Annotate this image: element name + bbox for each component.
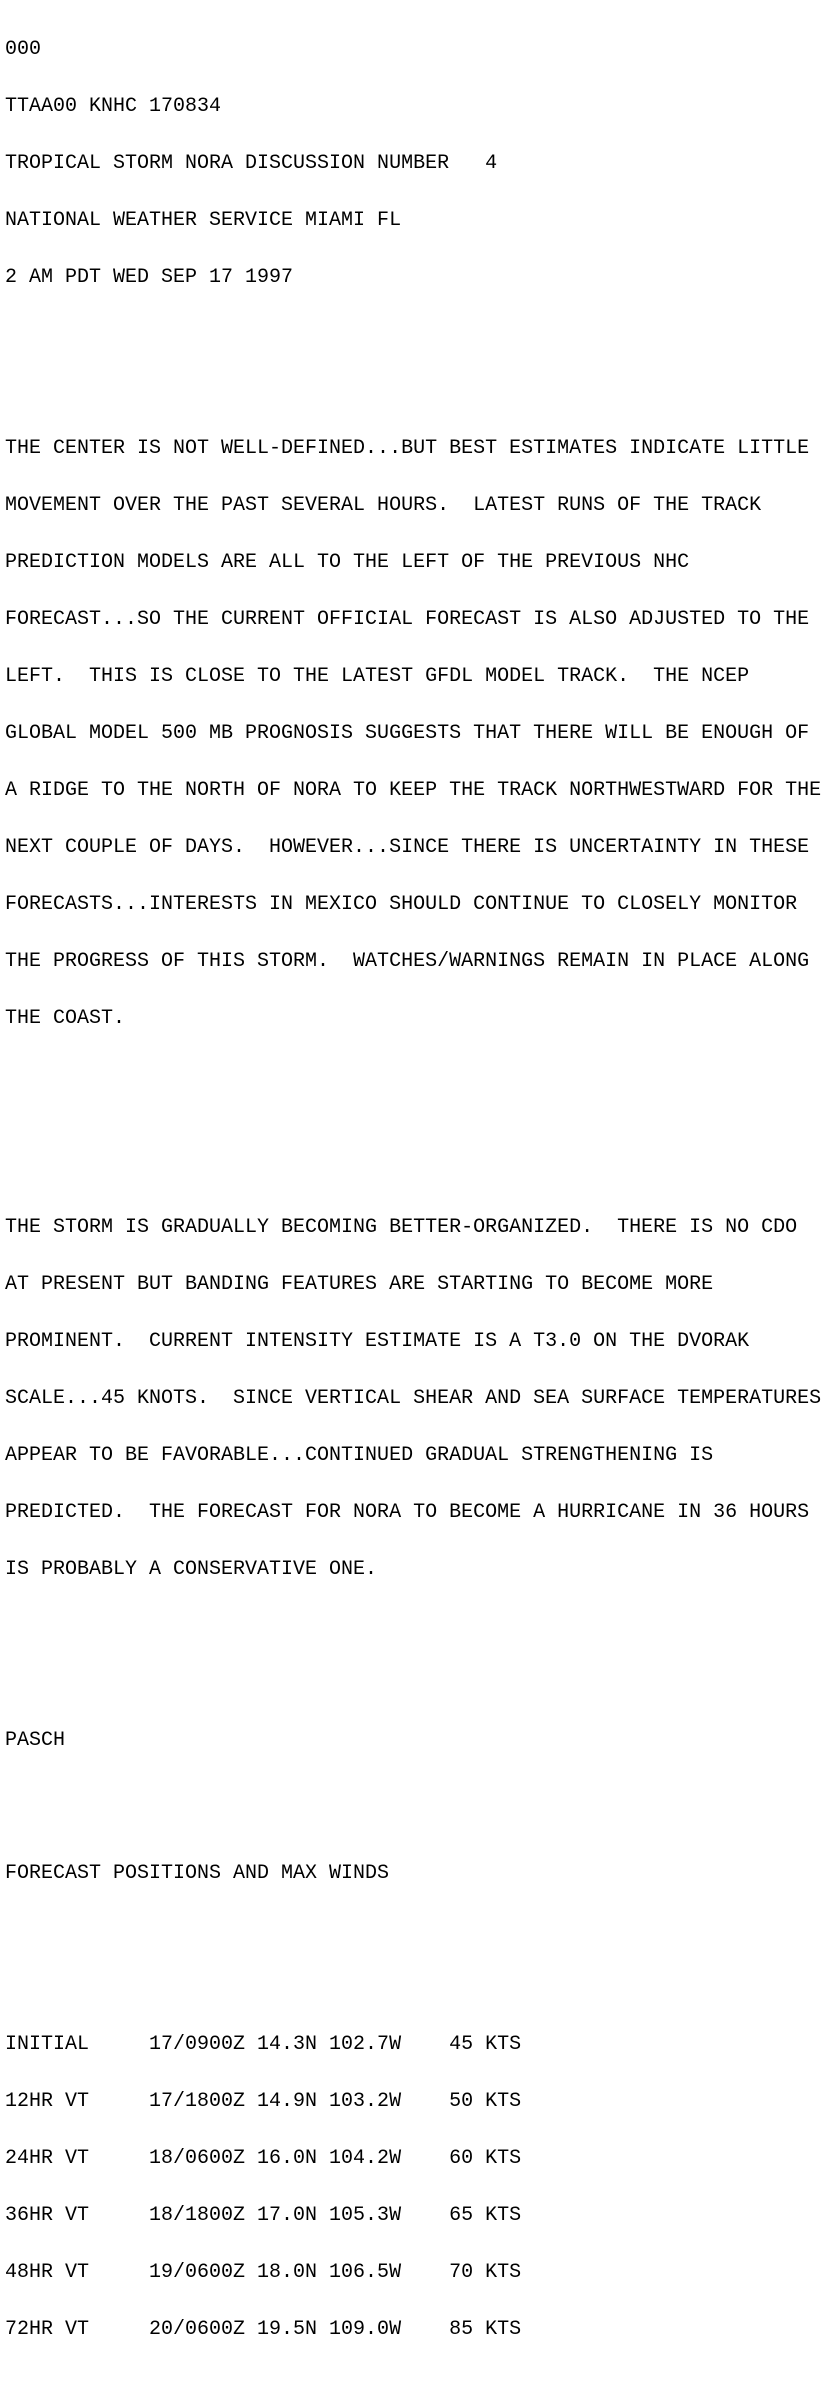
paragraph-line: THE CENTER IS NOT WELL-DEFINED...BUT BEST ESTIMATES INDICATE LITTLE — [5, 437, 810, 460]
forecast-row: INITIAL 17/0900Z 14.3N 102.7W 45 KTS — [5, 2033, 522, 2056]
paragraph-line: GLOBAL MODEL 500 MB PROGNOSIS SUGGESTS THAT THERE WILL BE ENOUGH OF — [5, 722, 810, 745]
forecast-row: 24HR VT 18/0600Z 16.0N 104.2W 60 KTS — [5, 2147, 522, 2170]
blank-line — [5, 1104, 825, 1123]
paragraph-line: APPEAR TO BE FAVORABLE...CONTINUED GRADUAL STRENGTHENING IS — [5, 1444, 714, 1467]
track-paragraph — [5, 401, 825, 1066]
forecast-row: 36HR VT 18/1800Z 17.0N 105.3W 65 KTS — [5, 2204, 522, 2227]
blank-line — [5, 325, 825, 344]
forecast-heading: FORECAST POSITIONS AND MAX WINDS — [5, 1862, 390, 1885]
paragraph-line: LEFT. THIS IS CLOSE TO THE LATEST GFDL MODEL TRACK. THE NCEP — [5, 665, 750, 688]
issue-time: 2 AM PDT WED SEP 17 1997 — [5, 266, 294, 289]
intensity-paragraph — [5, 1180, 825, 1617]
blank-line — [5, 1921, 825, 1940]
paragraph-line: IS PROBABLY A CONSERVATIVE ONE. — [5, 1558, 378, 1581]
forecast-row: 72HR VT 20/0600Z 19.5N 109.0W 85 KTS — [5, 2318, 522, 2341]
forecast-row: 48HR VT 19/0600Z 18.0N 106.5W 70 KTS — [5, 2261, 522, 2284]
paragraph-line: FORECAST...SO THE CURRENT OFFICIAL FORECAST IS ALSO ADJUSTED TO THE — [5, 608, 810, 631]
paragraph-line: FORECASTS...INTERESTS IN MEXICO SHOULD CONTINUE TO CLOSELY MONITOR — [5, 893, 798, 916]
paragraph-line: THE STORM IS GRADUALLY BECOMING BETTER-ORGANIZED. THERE IS NO CDO — [5, 1216, 798, 1239]
issuing-office: NATIONAL WEATHER SERVICE MIAMI FL — [5, 209, 402, 232]
discussion-title: TROPICAL STORM NORA DISCUSSION NUMBER 4 — [5, 152, 498, 175]
blank-line — [5, 1655, 825, 1674]
paragraph-line: THE PROGRESS OF THIS STORM. WATCHES/WARNINGS REMAIN IN PLACE ALONG — [5, 950, 810, 973]
forecast-table — [5, 1997, 825, 2377]
forecaster-name: PASCH — [5, 1729, 66, 1752]
paragraph-line: PROMINENT. CURRENT INTENSITY ESTIMATE IS A T3.0 ON THE DVORAK — [5, 1330, 750, 1353]
paragraph-line: A RIDGE TO THE NORTH OF NORA TO KEEP THE TRACK NORTHWESTWARD FOR THE — [5, 779, 822, 802]
paragraph-line: PREDICTION MODELS ARE ALL TO THE LEFT OF THE PREVIOUS NHC — [5, 551, 690, 574]
forecast-row: 12HR VT 17/1800Z 14.9N 103.2W 50 KTS — [5, 2090, 522, 2113]
blank-line — [5, 1788, 825, 1807]
paragraph-line: AT PRESENT BUT BANDING FEATURES ARE STARTING TO BECOME MORE — [5, 1273, 714, 1296]
paragraph-line: MOVEMENT OVER THE PAST SEVERAL HOURS. LATEST RUNS OF THE TRACK — [5, 494, 762, 517]
paragraph-line: SCALE...45 KNOTS. SINCE VERTICAL SHEAR AND SEA SURFACE TEMPERATURES — [5, 1387, 822, 1410]
paragraph-line: PREDICTED. THE FORECAST FOR NORA TO BECOME A HURRICANE IN 36 HOURS — [5, 1501, 810, 1524]
wmo-header: TTAA00 KNHC 170834 — [5, 95, 222, 118]
paragraph-line: THE COAST. — [5, 1007, 126, 1030]
product-code: 000 — [5, 38, 42, 61]
paragraph-line: NEXT COUPLE OF DAYS. HOWEVER...SINCE THERE IS UNCERTAINTY IN THESE — [5, 836, 810, 859]
